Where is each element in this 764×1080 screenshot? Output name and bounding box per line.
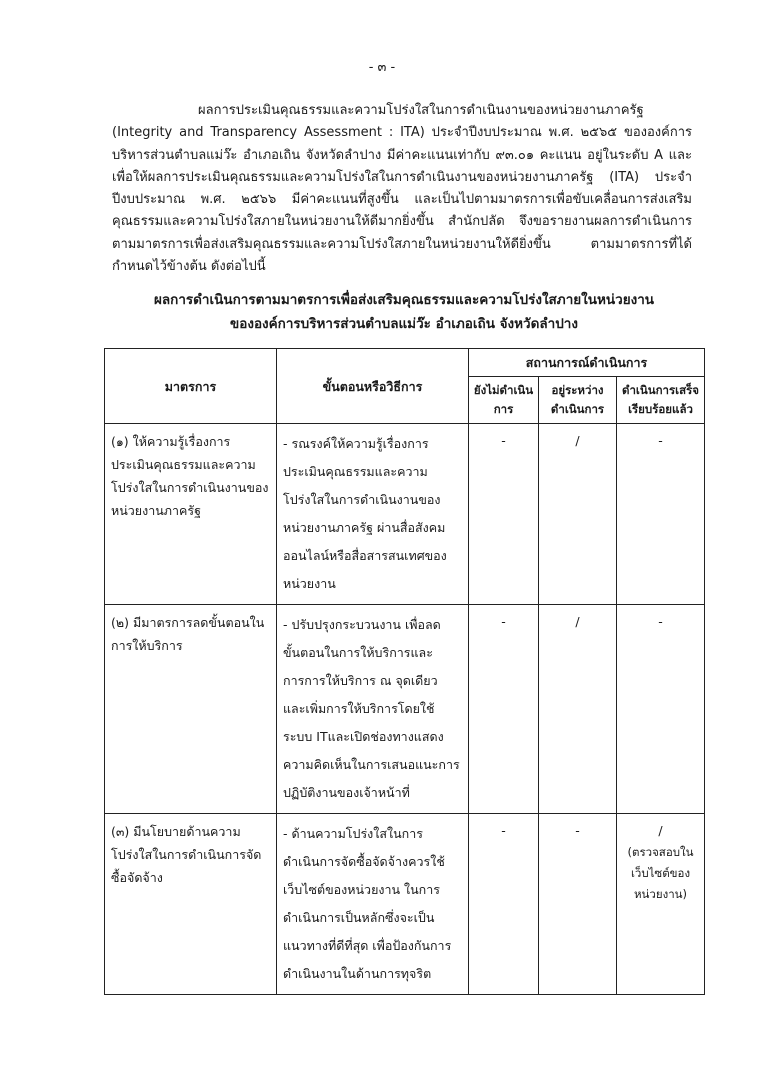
step-line: การการให้บริการ ณ จุดเดียว (283, 673, 438, 688)
status-not-started: - (469, 814, 539, 995)
status-in-progress: - (539, 814, 617, 995)
step-line: - ปรับปรุงกระบวนงาน เพื่อลด (283, 617, 441, 632)
measures-table (104, 348, 705, 995)
step-cell (277, 814, 469, 995)
step-line: ปฏิบัติงานของเจ้าหน้าที่ (283, 785, 410, 800)
table-row (105, 814, 705, 995)
header-in-progress: อยู่ระหว่างดำเนินการ (539, 377, 617, 424)
step-line: หน่วยงานภาครัฐ ผ่านสื่อสังคม (283, 520, 446, 535)
step-line: โปร่งใสในการดำเนินงานของ (283, 492, 441, 507)
status-in-progress: / (539, 424, 617, 605)
step-line: - รณรงค์ให้ความรู้เรื่องการ (283, 436, 429, 451)
intro-paragraph (112, 100, 692, 278)
status-in-progress: / (539, 605, 617, 814)
measure-cell: (๒) มีมาตรการลดขั้นตอนในการให้บริการ (105, 605, 277, 814)
step-line: ระบบ ITและเปิดช่องทางแสดง (283, 729, 444, 744)
table-header-row (105, 349, 705, 377)
report-heading-line1: ผลการดำเนินการตามมาตรการเพื่อส่งเสริมคุณธรรมและความโปร่งใสภายในหน่วยงาน (153, 292, 655, 308)
header-steps: ขั้นตอนหรือวิธีการ (277, 349, 469, 424)
report-heading-line2: ขององค์การบริหารส่วนตำบลแม่ว๊ะ อำเภอเถิน จังหวัดลำปาง (230, 316, 578, 332)
status-not-started: - (469, 424, 539, 605)
step-line: ดำเนินการเป็นหลักซึ่งจะเป็น (283, 910, 435, 925)
status-completed: - (617, 605, 705, 814)
status-completed: - (617, 424, 705, 605)
step-cell (277, 424, 469, 605)
table-row (105, 605, 705, 814)
header-completed: ดำเนินการเสร็จเรียบร้อยแล้ว (617, 377, 705, 424)
step-line: ดำเนินการจัดซื้อจัดจ้างควรใช้ (283, 854, 445, 869)
step-line: หน่วยงาน (283, 576, 336, 591)
header-measure: มาตรการ (105, 349, 277, 424)
step-line: ประเมินคุณธรรมและความ (283, 464, 428, 479)
step-cell (277, 605, 469, 814)
step-line: ออนไลน์หรือสื่อสารสนเทศของ (283, 548, 447, 563)
header-status-group: สถานการณ์ดำเนินการ (469, 349, 705, 377)
measure-cell: (๑) ให้ความรู้เรื่องการประเมินคุณธรรมและความโปร่งใสในการดำเนินงานของหน่วยงานภาครัฐ (105, 424, 277, 605)
intro-text: ผลการประเมินคุณธรรมและความโปร่งใสในการดำเนินงานของหน่วยงานภาครัฐ (Integrity and Transparency Assessment : ITA) ประจำปีงบประมาณ พ.ศ. ๒๕๖๕ ขององค์การบริหารส่วนตำบลแม่ว๊ะ อำเภอเถิน จังหวัดลำปาง มีค่าคะแนนเท่ากับ ๙๓.๐๑ คะแนน อยู่ในระดับ A และเพื่อให้ผลการประเมินคุณธรรมและความโปร่งใสในการดำเนินงานของหน่วยงานภาครัฐ (ITA) ประจำปีงบประมาณ พ.ศ. ๒๕๖๖ มีค่าคะแนนที่สูงขึ้น และเป็นไปตามมาตรการเพื่อขับเคลื่อนการส่งเสริมคุณธรรมและความโปร่งใสภายในหน่วยงานให้ดีมากยิ่งขึ้น สำนักปลัด จึงขอรายงานผลการดำเนินการตามมาตรการเพื่อส่งเสริมคุณธรรมและความโปร่งใสภายในหน่วยงานให้ดียิ่งขึ้น ตามมาตรการที่ได้กำหนดไว้ข้างต้น ดังต่อไปนี้ (112, 103, 692, 275)
step-line: และเพิ่มการให้บริการโดยใช้ (283, 701, 435, 716)
status-not-started: - (469, 605, 539, 814)
step-line: ขั้นตอนในการให้บริการและ (283, 645, 433, 660)
page-number: - ๓ - (368, 60, 396, 75)
step-line: ดำเนินงานในด้านการทุจริต (283, 966, 432, 981)
step-line: ความคิดเห็นในการเสนอแนะการ (283, 757, 460, 772)
status-completed-note: (ตรวจสอบในเว็บไซต์ของหน่วยงาน) (627, 845, 694, 901)
step-line: แนวทางที่ดีที่สุด เพื่อป้องกันการ (283, 938, 452, 953)
status-completed: / (658, 823, 663, 838)
status-completed-cell (617, 814, 705, 995)
step-line: - ด้านความโปร่งใสในการ (283, 826, 423, 841)
measure-cell: (๓) มีนโยบายด้านความโปร่งใสในการดำเนินการจัดซื้อจัดจ้าง (105, 814, 277, 995)
header-not-started: ยังไม่ดำเนินการ (469, 377, 539, 424)
step-line: เว็บไซต์ของหน่วยงาน ในการ (283, 882, 440, 897)
table-row (105, 424, 705, 605)
